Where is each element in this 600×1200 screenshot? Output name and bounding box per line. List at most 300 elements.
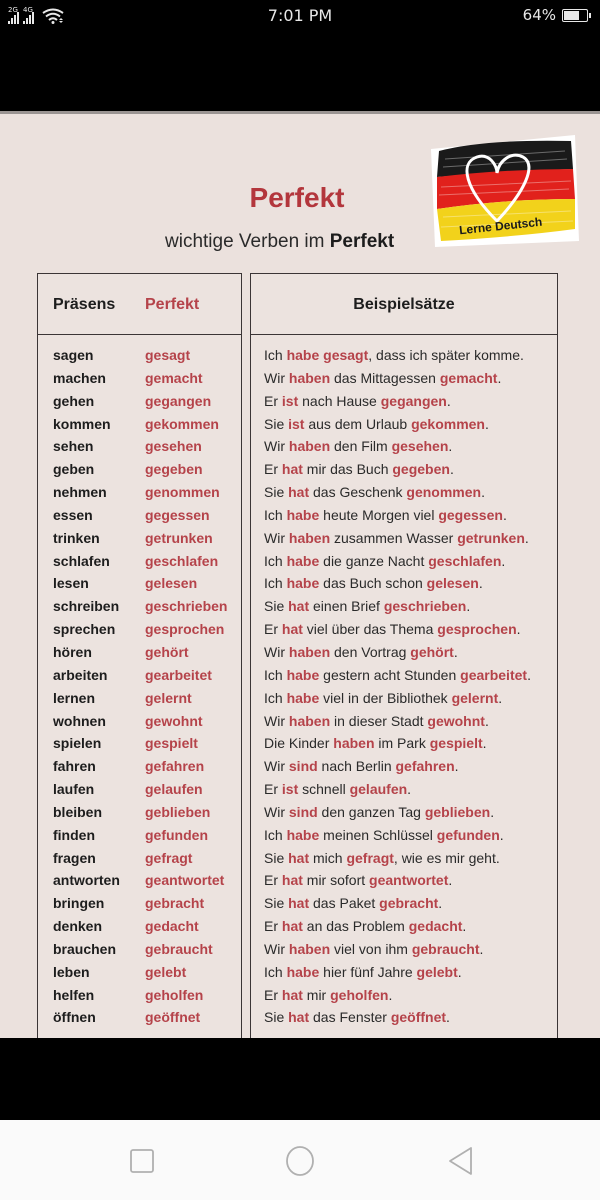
highlighted-verb: haben (288, 369, 331, 386)
highlighted-verb: gemacht (439, 369, 498, 386)
example-sentence (264, 941, 483, 957)
example-sentence (264, 621, 521, 637)
back-button[interactable] (447, 1146, 477, 1176)
verb-row (38, 985, 241, 1008)
verb-row (38, 528, 241, 551)
sentence-fragment: . (482, 735, 487, 752)
highlighted-verb: haben (288, 438, 331, 455)
highlighted-verb: hat (281, 986, 303, 1003)
sentence-fragment: . (448, 872, 453, 889)
sentence-fragment: meinen Schlüssel (319, 826, 437, 843)
triangle-back-icon (447, 1146, 477, 1176)
example-sentence (264, 1009, 450, 1025)
sentence-fragment: den Vortrag (330, 643, 411, 660)
highlighted-verb: gekommen (411, 415, 485, 432)
example-row (251, 459, 557, 482)
present-verb: schlafen (53, 552, 110, 569)
verb-row (38, 939, 241, 962)
sticker-label: Lerne Deutsch (458, 214, 543, 238)
highlighted-verb: gegessen (438, 506, 503, 523)
sentence-fragment: an das Problem (302, 918, 409, 935)
sentence-fragment: das Mittagessen (330, 369, 440, 386)
present-verb: machen (53, 369, 106, 386)
present-verb: geben (53, 461, 95, 478)
sentence-fragment: . (457, 963, 462, 980)
example-sentence (264, 438, 452, 454)
sentence-fragment: den ganzen Tag (317, 803, 425, 820)
sentence-fragment: im Park (374, 735, 430, 752)
sentence-fragment: mir sofort (302, 872, 370, 889)
highlighted-verb: geschlafen (428, 552, 502, 569)
highlighted-verb: geantwortet (369, 872, 449, 889)
present-verb: finden (53, 826, 95, 843)
navigation-bar (0, 1120, 600, 1200)
present-verb: spielen (53, 735, 102, 752)
highlighted-verb: geblieben (424, 803, 491, 820)
sentence-fragment: nach Berlin (317, 758, 396, 775)
sentence-fragment: . (462, 918, 467, 935)
highlighted-verb: geholfen (330, 986, 389, 1003)
status-icons-right (523, 6, 588, 24)
highlighted-verb: genommen (406, 484, 482, 501)
present-verb: bleiben (53, 803, 103, 820)
highlighted-verb: gelebt (416, 963, 458, 980)
present-verb: laufen (53, 781, 95, 798)
sentence-fragment: schnell (298, 781, 350, 798)
subtitle-text: wichtige Verben im (165, 231, 330, 252)
example-table (250, 273, 558, 1038)
verb-row (38, 414, 241, 437)
verb-row (38, 482, 241, 505)
example-sentence (264, 644, 458, 660)
example-sentence (264, 370, 501, 386)
verb-row (38, 893, 241, 916)
sim2-network-label: 4G (23, 6, 33, 14)
example-row (251, 368, 557, 391)
verb-row (38, 779, 241, 802)
highlighted-verb: gelesen (426, 575, 479, 592)
present-verb: gehen (53, 392, 95, 409)
perfect-participle: gefragt (145, 849, 193, 866)
highlighted-verb: hat (288, 895, 310, 912)
highlighted-verb: gefragt (346, 849, 394, 866)
example-row (251, 391, 557, 414)
verb-row (38, 505, 241, 528)
highlighted-verb: hat (288, 484, 310, 501)
highlighted-verb: getrunken (457, 529, 525, 546)
perfect-participle: gewohnt (145, 712, 203, 729)
sentence-fragment: . (407, 781, 412, 798)
example-sentence (264, 667, 531, 683)
example-row (251, 573, 557, 596)
header-examples: Beispielsätze (353, 296, 455, 313)
letterbox-area (0, 1038, 600, 1120)
perfect-participle: gespielt (145, 735, 198, 752)
highlighted-verb: ist (281, 781, 299, 798)
highlighted-verb: habe (286, 552, 320, 569)
verb-row (38, 551, 241, 574)
present-verb: hören (53, 643, 92, 660)
sentence-fragment: Wir (264, 758, 289, 775)
example-row (251, 436, 557, 459)
perfect-participle: genommen (145, 484, 220, 501)
sentence-fragment: . (497, 369, 502, 386)
highlighted-verb: habe (286, 963, 320, 980)
verb-table-header (38, 274, 241, 335)
sentence-fragment: . (479, 940, 484, 957)
example-sentence (264, 393, 451, 409)
highlighted-verb: habe (286, 689, 320, 706)
present-verb: antworten (53, 872, 120, 889)
verb-row (38, 1007, 241, 1030)
verb-row (38, 711, 241, 734)
highlighted-verb: gesprochen (437, 621, 517, 638)
present-verb: leben (53, 963, 90, 980)
perfect-participle: gegessen (145, 506, 210, 523)
highlighted-verb: gespielt (429, 735, 483, 752)
sentence-fragment: zusammen Wasser (330, 529, 458, 546)
example-row (251, 848, 557, 871)
highlighted-verb: ist (281, 392, 299, 409)
sentence-fragment: , dass ich später komme. (368, 347, 524, 363)
sentence-fragment: Wir (264, 712, 289, 729)
sentence-fragment: . (485, 415, 489, 432)
example-row (251, 414, 557, 437)
highlighted-verb: gelernt (451, 689, 499, 706)
verb-row (38, 459, 241, 482)
verb-row (38, 368, 241, 391)
present-verb: arbeiten (53, 666, 108, 683)
highlighted-verb: gesehen (391, 438, 449, 455)
sentence-fragment: . (448, 438, 453, 455)
example-sentence (264, 484, 485, 500)
highlighted-verb: gefahren (395, 758, 455, 775)
sentence-fragment: viel in der Bibliothek (319, 689, 452, 706)
sentence-fragment: . (516, 621, 521, 638)
verb-row (38, 688, 241, 711)
perfect-participle: gesehen (145, 438, 202, 455)
sentence-fragment: Sie (264, 484, 289, 501)
status-bar (0, 0, 600, 32)
sentence-fragment: hier fünf Jahre (319, 963, 417, 980)
highlighted-verb: hat (288, 598, 310, 615)
present-verb: trinken (53, 529, 100, 546)
sentence-fragment: nach Hause (298, 392, 381, 409)
present-verb: denken (53, 918, 103, 935)
sentence-fragment: . (388, 986, 393, 1003)
sentence-fragment: Ich (264, 963, 287, 980)
example-row (251, 985, 557, 1008)
highlighted-verb: haben (333, 735, 375, 752)
example-sentence (264, 553, 505, 569)
highlighted-verb: gefunden (436, 826, 500, 843)
sentence-fragment: . (446, 392, 451, 409)
sentence-fragment: Wir (264, 940, 289, 957)
highlighted-verb: gegangen (380, 392, 447, 409)
example-sentence (264, 872, 452, 888)
perfect-participle: getrunken (145, 529, 213, 546)
sentence-fragment: Ich (264, 552, 287, 569)
example-row (251, 688, 557, 711)
example-row (251, 779, 557, 802)
highlighted-verb: sind (288, 758, 318, 775)
highlighted-verb: hat (288, 1009, 310, 1026)
verb-row (38, 391, 241, 414)
verb-row (38, 642, 241, 665)
sentence-fragment: . (498, 689, 503, 706)
highlighted-verb: habe (286, 666, 320, 683)
sentence-fragment: gestern acht Stunden (319, 666, 461, 683)
highlighted-verb: habe (286, 826, 320, 843)
example-sentence (264, 530, 529, 546)
example-sentence (264, 918, 466, 934)
header-present: Präsens (53, 296, 116, 313)
sentence-fragment: Die Kinder (264, 735, 334, 752)
verb-row (38, 345, 241, 368)
example-row (251, 711, 557, 734)
sentence-fragment: . (501, 552, 506, 569)
example-row (251, 551, 557, 574)
example-row (251, 642, 557, 665)
verb-row (38, 962, 241, 985)
page-title: Perfekt (249, 182, 345, 213)
highlighted-verb: gelaufen (349, 781, 408, 798)
highlighted-verb: haben (288, 529, 331, 546)
verb-row (38, 870, 241, 893)
example-row (251, 345, 557, 368)
sentence-fragment: mir das Buch (302, 461, 393, 478)
highlighted-verb: sind (288, 803, 318, 820)
example-row (251, 505, 557, 528)
sentence-fragment: . (502, 506, 507, 523)
perfect-participle: gesprochen (145, 621, 225, 638)
sim1-network-label: 2G (8, 6, 18, 14)
sentence-fragment: Ich (264, 826, 287, 843)
header-perfect: Perfekt (145, 296, 200, 313)
highlighted-verb: hat (281, 461, 303, 478)
sentence-fragment: Sie (264, 895, 289, 912)
perfect-participle: gekommen (145, 415, 219, 432)
sentence-fragment: Er (264, 392, 282, 409)
example-row (251, 528, 557, 551)
square-icon (127, 1146, 157, 1176)
example-row (251, 825, 557, 848)
sentence-fragment: Er (264, 461, 282, 478)
sentence-fragment: . (490, 803, 495, 820)
example-sentence (264, 416, 489, 432)
verb-row (38, 802, 241, 825)
highlighted-verb: gebracht (379, 895, 439, 912)
subtitle-bold: Perfekt (329, 231, 395, 252)
example-sentence (264, 507, 507, 523)
example-row (251, 916, 557, 939)
example-row (251, 962, 557, 985)
battery-percent: 64% (522, 6, 556, 24)
perfect-participle: gemacht (145, 369, 203, 386)
present-verb: helfen (53, 986, 95, 1003)
present-verb: essen (53, 506, 93, 523)
sentence-fragment: . (446, 1009, 450, 1026)
example-row (251, 665, 557, 688)
verb-row (38, 573, 241, 596)
sentence-fragment: . (449, 461, 454, 478)
sentence-fragment: Ich (264, 347, 287, 363)
example-sentence (264, 964, 462, 980)
sentence-fragment: Er (264, 872, 282, 889)
perfect-participle: geantwortet (145, 872, 225, 889)
sentence-fragment: Wir (264, 803, 289, 820)
sentence-fragment: . (524, 529, 529, 546)
example-row (251, 870, 557, 893)
sentence-fragment: Sie (264, 1009, 289, 1026)
verb-row (38, 756, 241, 779)
highlighted-verb: geöffnet (390, 1009, 447, 1026)
home-button[interactable] (285, 1146, 315, 1176)
example-row (251, 939, 557, 962)
example-row (251, 482, 557, 505)
example-sentence (264, 735, 487, 751)
example-sentence (264, 598, 470, 614)
present-verb: lernen (53, 689, 96, 706)
verb-row (38, 619, 241, 642)
example-sentence (264, 987, 392, 1003)
sentence-fragment: Ich (264, 689, 287, 706)
german-flag-sticker (425, 129, 581, 251)
perfect-participle: gelernt (145, 689, 192, 706)
highlighted-verb: gegeben (392, 461, 450, 478)
perfect-participle: geblieben (145, 803, 211, 820)
perfect-participle: gefahren (145, 758, 205, 775)
perfect-participle: geschlafen (145, 552, 219, 569)
sentence-fragment: mir (302, 986, 331, 1003)
example-sentence (264, 575, 483, 591)
present-verb: fahren (53, 758, 96, 775)
present-verb: öffnen (53, 1009, 96, 1026)
battery-icon (562, 9, 588, 22)
highlighted-verb: gewohnt (427, 712, 485, 729)
perfect-participle: gelaufen (145, 781, 203, 798)
sentence-fragment: . (453, 643, 458, 660)
example-rows (251, 335, 557, 1030)
present-verb: sehen (53, 438, 94, 455)
present-verb: sprechen (53, 621, 116, 638)
sentence-fragment: mich (309, 849, 347, 866)
present-verb: fragen (53, 849, 96, 866)
image-viewer[interactable] (0, 111, 600, 1038)
recent-apps-button[interactable] (127, 1146, 157, 1176)
highlighted-verb: geschrieben (383, 598, 467, 615)
sentence-fragment: einen Brief (309, 598, 384, 615)
highlighted-verb: hat (281, 621, 303, 638)
verb-row (38, 665, 241, 688)
sentence-fragment: in dieser Stadt (330, 712, 428, 729)
sentence-fragment: , wie es mir geht. (393, 849, 500, 866)
present-verb: nehmen (53, 484, 107, 501)
example-sentence (264, 850, 500, 866)
sentence-fragment: Er (264, 621, 282, 638)
sentence-fragment: Er (264, 986, 282, 1003)
sentence-fragment: . (454, 758, 459, 775)
sentence-fragment: die ganze Nacht (319, 552, 429, 569)
sentence-fragment: das Buch schon (319, 575, 427, 592)
present-verb: brauchen (53, 940, 117, 957)
subtitle (165, 231, 394, 253)
example-row (251, 733, 557, 756)
verb-row (38, 436, 241, 459)
sentence-fragment: . (484, 712, 489, 729)
perfect-participle: gelebt (145, 963, 187, 980)
sentence-fragment: . (499, 826, 504, 843)
highlighted-verb: hat (288, 849, 310, 866)
present-verb: wohnen (53, 712, 106, 729)
sentence-fragment: den Film (330, 438, 392, 455)
sentence-fragment: . (466, 598, 471, 615)
verb-row (38, 733, 241, 756)
highlighted-verb: gedacht (408, 918, 463, 935)
highlighted-verb: haben (288, 712, 331, 729)
verb-row (38, 916, 241, 939)
circle-icon (285, 1146, 315, 1176)
present-verb: kommen (53, 415, 111, 432)
sentence-fragment: . (481, 484, 485, 501)
perfect-participle: gebracht (145, 895, 205, 912)
highlighted-verb: gearbeitet (460, 666, 528, 683)
highlighted-verb: habe (286, 575, 320, 592)
sentence-fragment: aus dem Urlaub (304, 415, 412, 432)
example-sentence (264, 827, 504, 843)
sentence-fragment: Wir (264, 369, 289, 386)
sentence-fragment: Sie (264, 849, 289, 866)
perfect-participle: geöffnet (145, 1009, 201, 1026)
example-sentence (264, 690, 502, 706)
example-row (251, 802, 557, 825)
example-sentence (264, 781, 411, 797)
perfect-participle: gelesen (145, 575, 198, 592)
sentence-fragment: Ich (264, 666, 287, 683)
highlighted-verb: ist (288, 415, 305, 432)
verb-row (38, 848, 241, 871)
highlighted-verb: hat (281, 872, 303, 889)
sentence-fragment: heute Morgen viel (319, 506, 439, 523)
clock: 7:01 PM (267, 6, 333, 25)
sentence-fragment: das Fenster (309, 1009, 391, 1026)
sentence-fragment: das Geschenk (309, 484, 407, 501)
present-verb: bringen (53, 895, 105, 912)
sentence-fragment: Wir (264, 529, 289, 546)
perfect-participle: geholfen (145, 986, 204, 1003)
sentence-fragment: Ich (264, 575, 287, 592)
verb-row (38, 596, 241, 619)
highlighted-verb: hat (281, 918, 303, 935)
highlighted-verb: gehört (410, 643, 454, 660)
perfect-participle: gehört (145, 643, 189, 660)
perfect-participle: gedacht (145, 918, 199, 935)
perfect-participle: gearbeitet (145, 666, 212, 683)
sentence-fragment: Er (264, 781, 282, 798)
perfect-participle: gebraucht (145, 940, 213, 957)
highlighted-verb: gebraucht (411, 940, 480, 957)
example-table-header (251, 274, 557, 335)
example-sentence (264, 347, 524, 363)
sentence-fragment: das Paket (309, 895, 380, 912)
example-sentence (264, 758, 459, 774)
sentence-fragment: viel über das Thema (302, 621, 438, 638)
perfect-participle: gefunden (145, 826, 208, 843)
verb-rows (38, 335, 241, 1030)
example-sentence (264, 804, 494, 820)
example-sentence (264, 895, 442, 911)
verb-table (37, 273, 242, 1038)
